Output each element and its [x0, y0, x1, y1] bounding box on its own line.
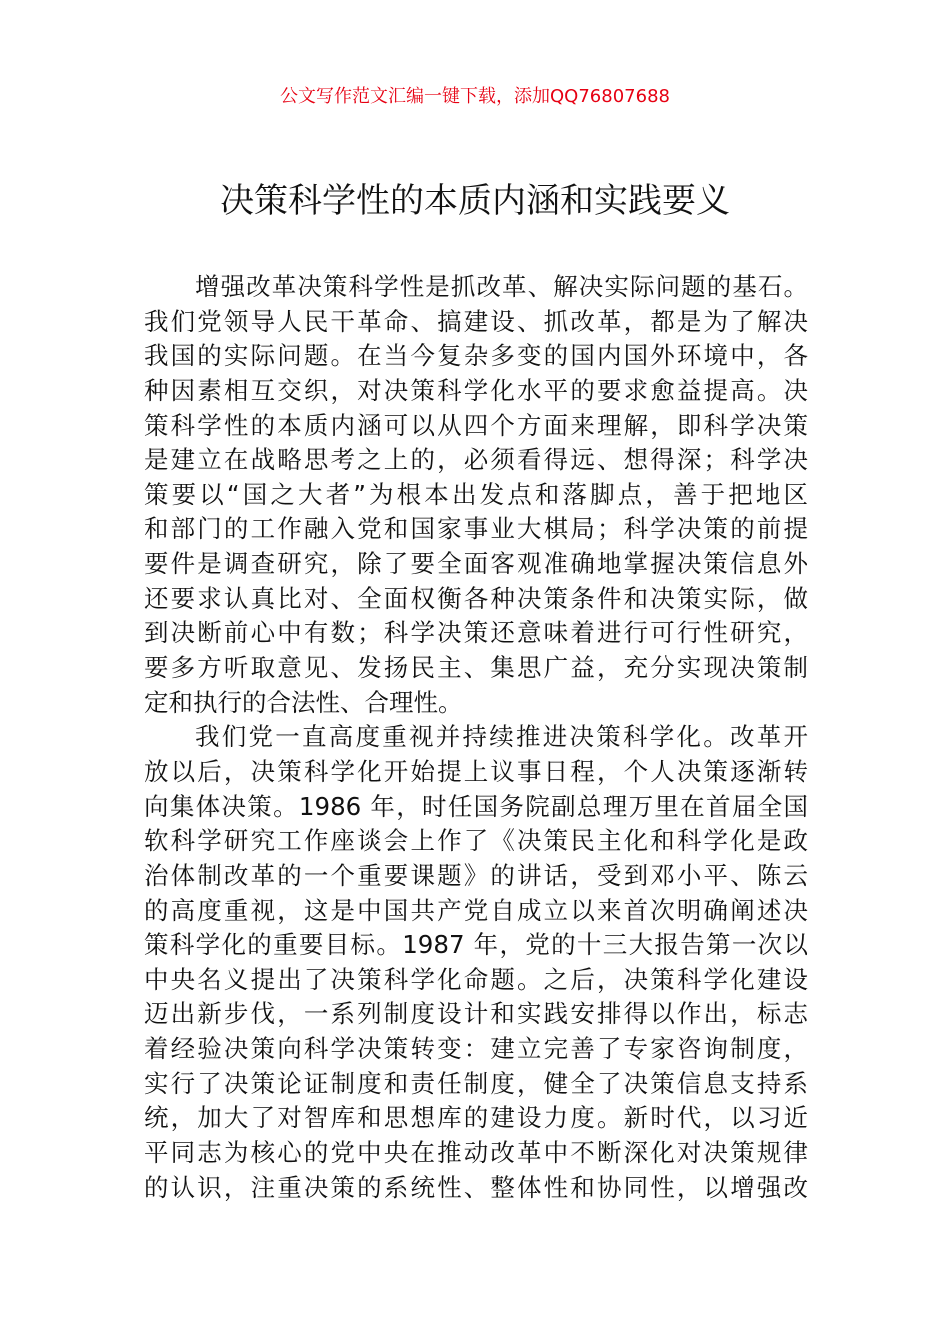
document-title: 决策科学性的本质内涵和实践要义: [220, 181, 730, 221]
document-body: [144, 270, 808, 1205]
text-line: 定和执行的合法性、合理性。: [144, 687, 463, 717]
text-line: 种因素相互交织，对决策科学化水平的要求愈益提高。决: [144, 375, 808, 405]
paragraph: [144, 270, 808, 720]
text-line: 迈出新步伐，一系列制度设计和实践安排得以作出，标志: [144, 999, 808, 1029]
text-line: 的高度重视，这是中国共产党自成立以来首次明确阐述决: [144, 895, 808, 925]
text-line: 软科学研究工作座谈会上作了《决策民主化和科学化是政: [144, 826, 808, 856]
text-line: 向集体决策。1986 年，时任国务院副总理万里在首届全国: [144, 791, 808, 821]
text-line: 策科学性的本质内涵可以从四个方面来理解，即科学决策: [144, 410, 808, 440]
text-line: 到决断前心中有数；科学决策还意味着进行可行性研究，: [144, 618, 808, 648]
text-line: 我们党领导人民干革命、搞建设、抓改革，都是为了解决: [144, 306, 808, 336]
text-line: 增强改革决策科学性是抓改革、解决实际问题的基石。: [195, 272, 808, 301]
text-line: 平同志为核心的党中央在推动改革中不断深化对决策规律: [144, 1138, 808, 1168]
text-line: 和部门的工作融入党和国家事业大棋局；科学决策的前提: [144, 514, 808, 544]
paragraph: [144, 720, 808, 1205]
text-line: 策要以“国之大者”为根本出发点和落脚点，善于把地区: [144, 479, 808, 509]
text-line: 是建立在战略思考之上的，必须看得远、想得深；科学决: [144, 445, 808, 475]
text-line: 统，加大了对智库和思想库的建设力度。新时代，以习近: [144, 1103, 808, 1133]
text-line: 要多方听取意见、发扬民主、集思广益，充分实现决策制: [144, 653, 808, 683]
text-line: 我国的实际问题。在当今复杂多变的国内国外环境中，各: [144, 341, 808, 371]
promo-header: 公文写作范文汇编一键下载，添加QQ76807688: [280, 86, 670, 107]
text-line: 还要求认真比对、全面权衡各种决策条件和决策实际，做: [144, 583, 808, 613]
text-line: 治体制改革的一个重要课题》的讲话，受到邓小平、陈云: [144, 860, 808, 890]
text-line: 我们党一直高度重视并持续推进决策科学化。改革开: [195, 722, 808, 752]
text-line: 策科学化的重要目标。1987 年，党的十三大报告第一次以: [144, 930, 808, 960]
text-line: 要件是调查研究，除了要全面客观准确地掌握决策信息外: [144, 549, 808, 579]
text-line: 实行了决策论证制度和责任制度，健全了决策信息支持系: [144, 1068, 808, 1098]
text-line: 放以后，决策科学化开始提上议事日程，个人决策逐渐转: [144, 756, 808, 786]
text-line: 中央名义提出了决策科学化命题。之后，决策科学化建设: [144, 964, 808, 994]
text-line: 的认识，注重决策的系统性、整体性和协同性，以增强改: [144, 1172, 808, 1202]
text-line: 着经验决策向科学决策转变：建立完善了专家咨询制度，: [144, 1034, 808, 1064]
